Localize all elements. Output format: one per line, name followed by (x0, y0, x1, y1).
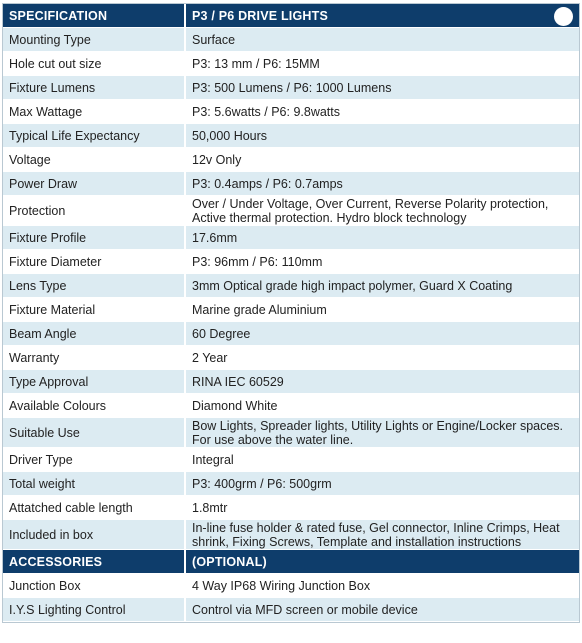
row-value: Integral (186, 448, 579, 471)
row-label: Included in box (3, 520, 186, 549)
row-value: 17.6mm (186, 226, 579, 249)
row-label: Suitable Use (3, 418, 186, 447)
row-label: Junction Box (3, 574, 186, 597)
table-row (3, 418, 579, 448)
row-value: 12v Only (186, 148, 579, 171)
row-label: Fixture Diameter (3, 250, 186, 273)
row-value: 1.8mtr (186, 496, 579, 519)
accessories-header-right: (OPTIONAL) (186, 550, 579, 573)
row-label: Warranty (3, 346, 186, 369)
accessories-header-left: ACCESSORIES (3, 550, 186, 573)
row-label: Hole cut out size (3, 52, 186, 75)
row-value: Surface (186, 28, 579, 51)
accessories-header-row (3, 550, 579, 574)
table-row (3, 274, 579, 298)
table-row (3, 28, 579, 52)
row-value: In-line fuse holder & rated fuse, Gel connector, Inline Crimps, Heat shrink, Fixing Screws, Template and installation instructions (186, 520, 579, 549)
row-label: Available Colours (3, 394, 186, 417)
row-value: Marine grade Aluminium (186, 298, 579, 321)
row-value: Bow Lights, Spreader lights, Utility Lights or Engine/Locker spaces. For use above the water line. (186, 418, 579, 447)
row-value: P3: 500 Lumens / P6: 1000 Lumens (186, 76, 579, 99)
row-label: Max Wattage (3, 100, 186, 123)
table-row (3, 124, 579, 148)
spec-rows (3, 28, 579, 550)
circle-badge-icon (554, 7, 573, 26)
table-row (3, 172, 579, 196)
row-label: Typical Life Expectancy (3, 124, 186, 147)
table-row (3, 496, 579, 520)
table-row (3, 472, 579, 496)
table-row (3, 196, 579, 226)
table-row (3, 100, 579, 124)
row-value: Over / Under Voltage, Over Current, Reverse Polarity protection, Active thermal protection. Hydro block technology (186, 196, 579, 225)
row-label: Fixture Profile (3, 226, 186, 249)
table-row (3, 76, 579, 100)
row-label: Power Draw (3, 172, 186, 195)
table-row (3, 394, 579, 418)
table-row (3, 346, 579, 370)
table-row (3, 322, 579, 346)
table-row (3, 52, 579, 76)
row-label: Attatched cable length (3, 496, 186, 519)
row-label: I.Y.S Lighting Control (3, 598, 186, 621)
row-label: Fixture Material (3, 298, 186, 321)
row-value: 60 Degree (186, 322, 579, 345)
row-value: P3: 0.4amps / P6: 0.7amps (186, 172, 579, 195)
row-value: 2 Year (186, 346, 579, 369)
row-value: P3: 13 mm / P6: 15MM (186, 52, 579, 75)
row-label: Voltage (3, 148, 186, 171)
row-label: Fixture Lumens (3, 76, 186, 99)
table-row (3, 250, 579, 274)
row-value: Control via MFD screen or mobile device (186, 598, 579, 621)
table-row (3, 226, 579, 250)
row-value: P3: 96mm / P6: 110mm (186, 250, 579, 273)
row-label: Mounting Type (3, 28, 186, 51)
row-label: Protection (3, 196, 186, 225)
row-label: Total weight (3, 472, 186, 495)
row-label: Beam Angle (3, 322, 186, 345)
row-value: 50,000 Hours (186, 124, 579, 147)
accessories-rows (3, 574, 579, 622)
row-label: Type Approval (3, 370, 186, 393)
table-row (3, 298, 579, 322)
spec-header-right: P3 / P6 DRIVE LIGHTS (186, 4, 579, 27)
row-value: 4 Way IP68 Wiring Junction Box (186, 574, 579, 597)
row-value: RINA IEC 60529 (186, 370, 579, 393)
table-row (3, 574, 579, 598)
row-label: Driver Type (3, 448, 186, 471)
row-value: P3: 400grm / P6: 500grm (186, 472, 579, 495)
spec-header-left: SPECIFICATION (3, 4, 186, 27)
row-value: 3mm Optical grade high impact polymer, Guard X Coating (186, 274, 579, 297)
row-value: Diamond White (186, 394, 579, 417)
row-label: Lens Type (3, 274, 186, 297)
table-row (3, 148, 579, 172)
table-row (3, 448, 579, 472)
table-row (3, 370, 579, 394)
table-row (3, 598, 579, 622)
spec-table (2, 3, 580, 623)
table-row (3, 520, 579, 550)
spec-header-row (3, 4, 579, 28)
row-value: P3: 5.6watts / P6: 9.8watts (186, 100, 579, 123)
